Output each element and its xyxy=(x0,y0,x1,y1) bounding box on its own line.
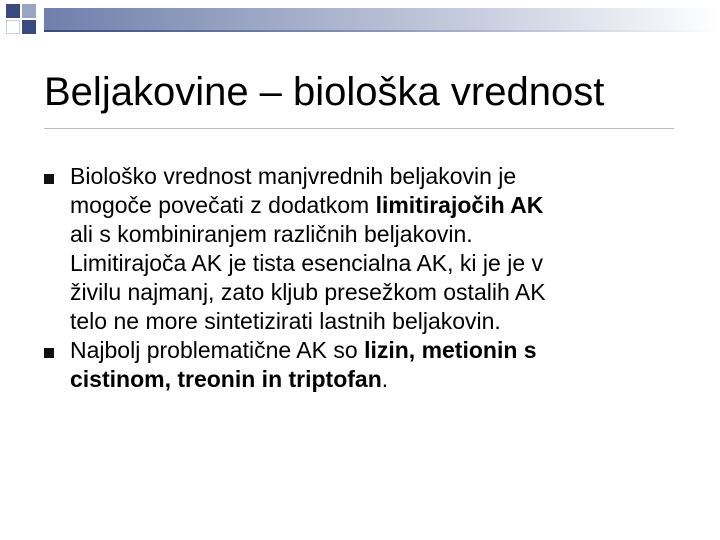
header-gradient-band xyxy=(44,8,720,30)
square-bullet-icon xyxy=(44,174,54,184)
bullet-item xyxy=(44,162,684,336)
text-span: ali s kombiniranjem različnih beljakovin. xyxy=(70,221,473,247)
bullet-line xyxy=(70,162,684,191)
bullet-line xyxy=(70,336,684,365)
text-span: mogoče povečati z dodatkom xyxy=(70,192,376,218)
deco-square xyxy=(22,4,36,18)
text-span: Najbolj problematične AK so xyxy=(70,337,365,363)
emphasis-text: lizin, metionin s xyxy=(364,337,537,363)
bullet-line xyxy=(70,278,684,307)
deco-square xyxy=(22,20,36,34)
bullet-list xyxy=(44,162,684,394)
deco-square xyxy=(6,4,20,18)
text-span: Limitirajoča AK je tista esencialna AK, ki je je v xyxy=(70,250,544,276)
title-divider xyxy=(44,128,674,129)
slide-title: Beljakovine – biološka vrednost xyxy=(44,70,605,114)
text-span: telo ne more sintetizirati lastnih beljakovin. xyxy=(70,308,501,334)
bullet-line xyxy=(70,307,684,336)
text-span: Biološko vrednost manjvrednih beljakovin je xyxy=(70,163,517,189)
bullet-line xyxy=(70,249,684,278)
emphasis-text: cistinom, treonin in triptofan xyxy=(70,366,382,392)
text-span: . xyxy=(381,366,389,392)
bullet-item xyxy=(44,336,684,394)
square-bullet-icon xyxy=(44,348,54,358)
bullet-line xyxy=(70,365,684,394)
bullet-line xyxy=(70,191,684,220)
text-span: živilu najmanj, zato kljub presežkom ostalih AK xyxy=(70,279,546,305)
bullet-line xyxy=(70,220,684,249)
header-band-line xyxy=(44,30,720,32)
deco-square xyxy=(6,20,20,34)
emphasis-text: limitirajočih AK xyxy=(375,192,544,218)
